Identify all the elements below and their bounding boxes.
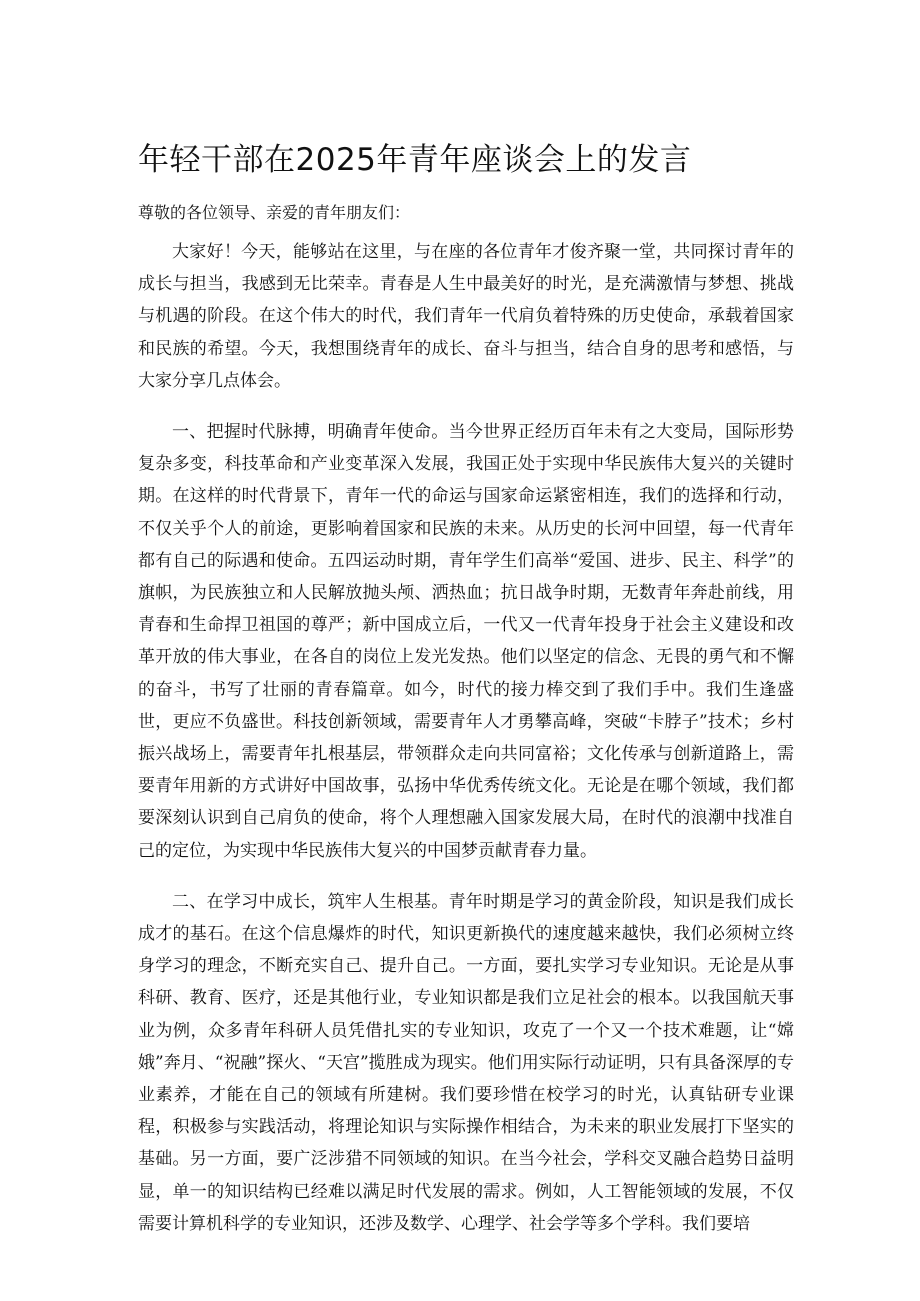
paragraph-section-two: 二、在学习中成长，筑牢人生根基。青年时期是学习的黄金阶段，知识是我们成长成才的基石。在这个信息爆炸的时代，知识更新换代的速度越来越快，我们必须树立终身学习的理念，不断充实自己、提升自己。一方面，要扎实学习专业知识。无论是从事科研、教育、医疗，还是其他行业，专业知识都是我们立足社会的根本。以我国航天事业为例，众多青年科研人员凭借扎实的专业知识，攻克了一个又一个技术难题，让“嫦娥”奔月、“祝融”探火、“天宫”揽胜成为现实。他们用实际行动证明，只有具备深厚的专业素养，才能在自己的领域有所建树。我们要珍惜在校学习的时光，认真钻研专业课程，积极参与实践活动，将理论知识与实际操作相结合，为未来的职业发展打下坚实的基础。另一方面，要广泛涉猎不同领域的知识。在当今社会，学科交叉融合趋势日益明显，单一的知识结构已经难以满足时代发展的需求。例如，人工智能领域的发展，不仅需要计算机科学的专业知识，还涉及数学、心理学、社会学等多个学科。我们要培 (138, 891, 794, 1234)
salutation: 尊敬的各位领导、亲爱的青年朋友们： (138, 203, 411, 222)
paragraph-section-one: 一、把握时代脉搏，明确青年使命。当今世界正经历百年未有之大变局，国际形势复杂多变，科技革命和产业变革深入发展，我国正处于实现中华民族伟大复兴的关键时期。在这样的时代背景下，青年一代的命运与国家命运紧密相连，我们的选择和行动，不仅关乎个人的前途，更影响着国家和民族的未来。从历史的长河中回望，每一代青年都有自己的际遇和使命。五四运动时期，青年学生们高举“爱国、进步、民主、科学”的旗帜，为民族独立和人民解放抛头颅、洒热血；抗日战争时期，无数青年奔赴前线，用青春和生命捍卫祖国的尊严；新中国成立后，一代又一代青年投身于社会主义建设和改革开放的伟大事业，在各自的岗位上发光发热。他们以坚定的信念、无畏的勇气和不懈的奋斗，书写了壮丽的青春篇章。如今，时代的接力棒交到了我们手中。我们生逢盛世，更应不负盛世。科技创新领域，需要青年人才勇攀高峰，突破“卡脖子”技术；乡村振兴战场上，需要青年扎根基层，带领群众走向共同富裕；文化传承与创新道路上，需要青年用新的方式讲好中国故事，弘扬中华优秀传统文化。无论是在哪个领域，我们都要深刻认识到自己肩负的使命，将个人理想融入国家发展大局，在时代的浪潮中找准自己的定位，为实现中华民族伟大复兴的中国梦贡献青春力量。 (138, 422, 794, 861)
document-body (138, 236, 794, 1259)
paragraph-intro: 大家好！今天，能够站在这里，与在座的各位青年才俊齐聚一堂，共同探讨青年的成长与担当，我感到无比荣幸。青春是人生中最美好的时光，是充满激情与梦想、挑战与机遇的阶段。在这个伟大的时代，我们青年一代肩负着特殊的历史使命，承载着国家和民族的希望。今天，我想围绕青年的成长、奋斗与担当，结合自身的思考和感悟，与大家分享几点体会。 (138, 242, 794, 391)
document-title: 年轻干部在2025年青年座谈会上的发言 (138, 142, 692, 178)
